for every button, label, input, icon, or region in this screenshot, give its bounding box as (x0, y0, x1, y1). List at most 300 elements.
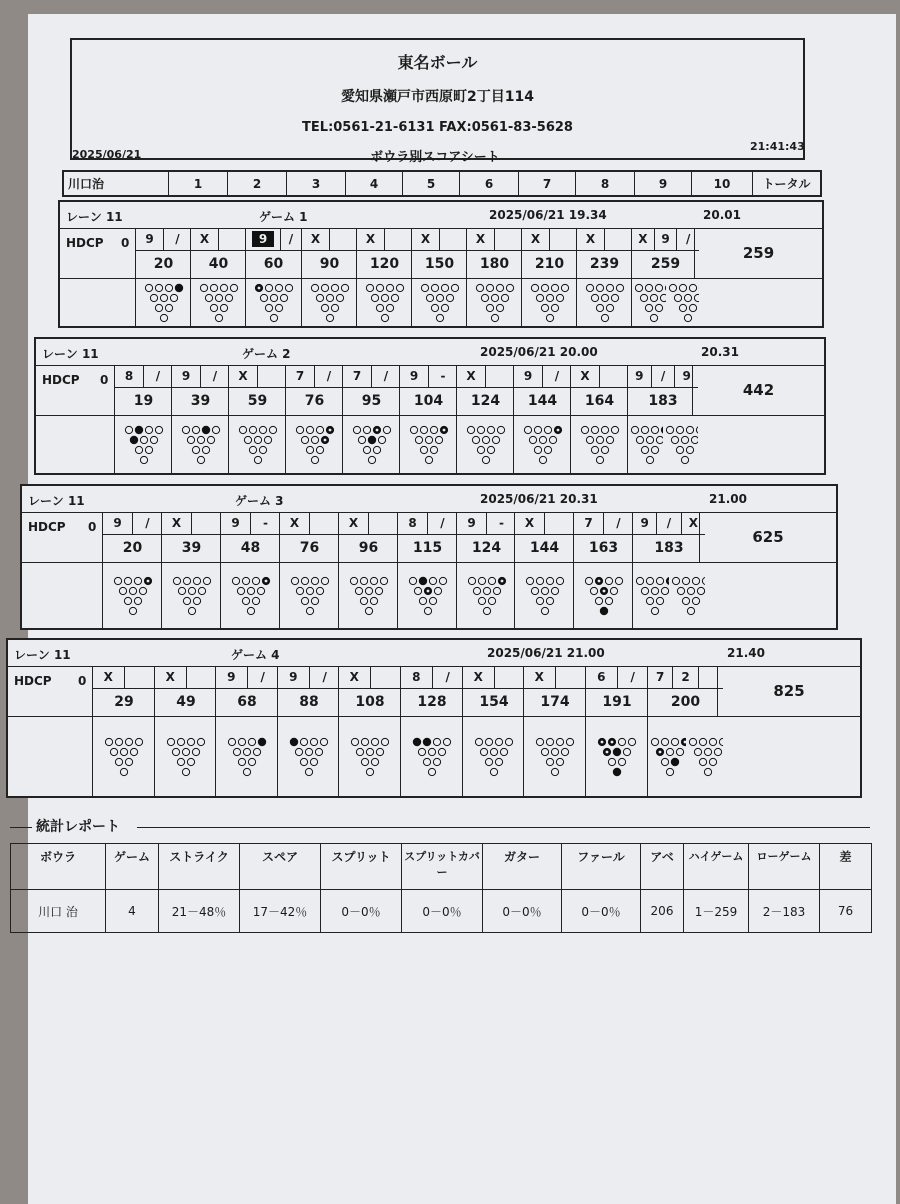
pin-down (410, 426, 417, 433)
pin-down (321, 284, 328, 291)
roll-mark: 7 (343, 365, 371, 387)
pin-down (689, 284, 696, 291)
pin-down (436, 314, 443, 321)
frame-cell (576, 228, 632, 328)
frame-cell (514, 512, 574, 630)
pin-down (677, 587, 684, 594)
frame-rolls (191, 228, 246, 251)
frame-cell (245, 228, 301, 328)
pin-diagram (669, 575, 705, 617)
pin-down (119, 587, 126, 594)
roll-mark: / (427, 512, 457, 534)
game-total: 625 (699, 512, 836, 562)
stats-col: ストライク (159, 844, 240, 890)
pin-down (605, 597, 612, 604)
pin-down (539, 456, 546, 463)
pin-down (139, 587, 146, 594)
pin-down (114, 577, 121, 584)
pin-down (165, 304, 172, 311)
frame-number: 3 (287, 172, 346, 195)
roll-mark (494, 228, 522, 250)
pin-down (134, 577, 141, 584)
frame-cell (456, 512, 516, 630)
pin-down (233, 748, 240, 755)
pin-down (311, 597, 318, 604)
pin-down (381, 738, 388, 745)
frame-pins (514, 415, 571, 475)
roll-mark (604, 228, 632, 250)
frame-rolls (628, 365, 698, 388)
stats-col: ゲーム (106, 844, 159, 890)
pin-down (468, 577, 475, 584)
pin-down (544, 446, 551, 453)
roll-mark (309, 512, 339, 534)
frame-rolls (162, 512, 221, 535)
pin-down (551, 304, 558, 311)
pin-down (536, 294, 543, 301)
hdcp-label: HDCP (42, 373, 80, 387)
pin-down (686, 446, 693, 453)
frame-rolls (339, 666, 401, 689)
frame-cell (397, 512, 457, 630)
pin-diagram (293, 424, 337, 466)
game-end-time: 20.01 (703, 208, 741, 222)
pin-down (446, 294, 453, 301)
pin-down (691, 436, 698, 443)
pin-down (421, 284, 428, 291)
frame-rolls (467, 228, 522, 251)
pin-down (363, 446, 370, 453)
pin-diagram (308, 282, 352, 324)
pin-down (248, 758, 255, 765)
stats-cell: 0－0％ (483, 890, 562, 933)
frame-score: 48 (221, 534, 280, 563)
pin-down (472, 436, 479, 443)
pin-down (541, 587, 548, 594)
frame-score: 128 (401, 688, 463, 717)
game-block (6, 638, 862, 798)
pin-down (321, 304, 328, 311)
pin-diagram (164, 736, 208, 778)
pin-down (376, 284, 383, 291)
pin-down (689, 304, 696, 311)
pin-down (197, 436, 204, 443)
pin-down (356, 748, 363, 755)
pin-down (376, 748, 383, 755)
pin-down (370, 577, 377, 584)
pin-down (371, 738, 378, 745)
pin-diagram (578, 424, 622, 466)
pin-down (145, 446, 152, 453)
pin-down (247, 587, 254, 594)
pin-down (491, 314, 498, 321)
frame-pins (522, 278, 577, 328)
pin-down (490, 748, 497, 755)
pin-down (259, 426, 266, 433)
pin-down (215, 314, 222, 321)
roll-mark (384, 228, 412, 250)
roll-mark: 2 (672, 666, 697, 688)
pin-down (709, 758, 716, 765)
pin-down (551, 748, 558, 755)
pin-down (182, 768, 189, 775)
stats-col: 差 (820, 844, 872, 890)
hdcp-label: HDCP (14, 674, 52, 688)
pin-standing (671, 758, 678, 765)
frame-number: 7 (519, 172, 576, 195)
pin-down (615, 577, 622, 584)
pin-down (320, 738, 327, 745)
pin-down (651, 607, 658, 614)
pin-down (150, 436, 157, 443)
frame-score: 76 (280, 534, 339, 563)
pin-diagram (407, 424, 451, 466)
frame-header-row (62, 170, 822, 197)
pin-down (301, 577, 308, 584)
pin-diagram (418, 282, 462, 324)
pin-down (360, 597, 367, 604)
pin-down (477, 426, 484, 433)
pin-down (378, 436, 385, 443)
game-info-row (36, 339, 824, 366)
stats-col: アベ (641, 844, 684, 890)
roll-mark: X (515, 512, 544, 534)
frame-cell (220, 512, 280, 630)
pin-down (366, 768, 373, 775)
pin-diagram (663, 424, 698, 466)
frame-rolls (571, 365, 628, 388)
stats-col: ファール (562, 844, 641, 890)
frame-score: 239 (577, 250, 632, 279)
pin-diagram (229, 575, 273, 617)
pin-down (681, 436, 688, 443)
pin-down (242, 597, 249, 604)
print-time: 21:41:43 (750, 140, 805, 153)
pin-down (306, 426, 313, 433)
pin-marker (611, 741, 614, 744)
frame-rolls (398, 512, 457, 535)
pin-diagram (648, 736, 686, 778)
frame-score: 191 (586, 688, 648, 717)
stats-col: ローゲーム (749, 844, 820, 890)
frame-rolls (648, 666, 723, 689)
game-info-row (60, 202, 822, 229)
pin-diagram (142, 282, 186, 324)
frame-cell (114, 365, 172, 475)
frame-number: 9 (635, 172, 692, 195)
pin-down (661, 587, 668, 594)
contact-info: TEL:0561-21-6131 FAX:0561-83-5628 (72, 120, 803, 135)
pin-down (326, 294, 333, 301)
pin-down (368, 456, 375, 463)
pin-marker (426, 590, 429, 593)
frame-pins (115, 415, 172, 475)
pin-down (493, 587, 500, 594)
pin-marker (500, 580, 503, 583)
pin-down (581, 426, 588, 433)
pin-down (650, 314, 657, 321)
pin-down (187, 758, 194, 765)
pin-down (636, 577, 643, 584)
frame-score: 76 (286, 387, 343, 416)
frame-score: 120 (357, 250, 412, 279)
pin-down (203, 577, 210, 584)
pin-down (546, 294, 553, 301)
roll-mark: X (302, 228, 329, 250)
frame-cell (647, 666, 723, 798)
pin-diagram (350, 424, 394, 466)
total-label: トータル (753, 172, 820, 195)
frame-pins (280, 562, 339, 630)
pin-down (341, 284, 348, 291)
frame-pins (400, 415, 457, 475)
pin-down (702, 577, 705, 584)
pin-down (414, 587, 421, 594)
pin-down (534, 446, 541, 453)
frame-rolls (401, 666, 463, 689)
roll-mark: / (314, 365, 343, 387)
pin-down (438, 748, 445, 755)
pin-down (125, 426, 132, 433)
pin-down (586, 284, 593, 291)
pin-down (481, 294, 488, 301)
roll-mark (370, 666, 402, 688)
pin-diagram (252, 282, 296, 324)
pin-down (651, 738, 658, 745)
pin-marker (264, 580, 267, 583)
roll-mark: X (522, 228, 549, 250)
pin-down (641, 446, 648, 453)
stats-col: ハイゲーム (684, 844, 749, 890)
frame-pins (574, 562, 633, 630)
pin-marker (597, 580, 600, 583)
pin-diagram (472, 736, 516, 778)
frame-score: 115 (398, 534, 457, 563)
pin-diagram (347, 575, 391, 617)
pin-standing (419, 577, 426, 584)
pin-down (656, 436, 663, 443)
pin-down (666, 748, 673, 755)
hdcp-label: HDCP (28, 520, 66, 534)
pin-down (601, 294, 608, 301)
pin-standing (175, 284, 182, 291)
roll-mark: 9 (278, 666, 309, 688)
frame-pins (155, 716, 217, 798)
pin-down (495, 738, 502, 745)
pin-down (415, 436, 422, 443)
frame-score: 104 (400, 387, 457, 416)
stats-col: ガター (483, 844, 562, 890)
pin-down (260, 294, 267, 301)
pin-down (409, 577, 416, 584)
roll-mark: / (371, 365, 400, 387)
frame-pins (524, 716, 586, 798)
hdcp-value: 0 (100, 373, 108, 387)
pin-down (636, 436, 643, 443)
pin-down (243, 768, 250, 775)
stats-table (10, 843, 872, 933)
pin-down (556, 758, 563, 765)
frame-pins (577, 278, 632, 328)
frame-pins (463, 716, 525, 798)
pin-down (160, 314, 167, 321)
pin-down (105, 738, 112, 745)
roll-mark: 7 (648, 666, 672, 688)
frame-score: 60 (246, 250, 301, 279)
frame-rolls (633, 512, 705, 535)
frame-pins (628, 415, 698, 475)
pin-diagram (583, 282, 627, 324)
hdcp-label: HDCP (66, 236, 104, 250)
pin-down (420, 426, 427, 433)
pin-diagram (465, 575, 509, 617)
frame-rolls (339, 512, 398, 535)
roll-mark: X (339, 666, 370, 688)
pin-down (546, 314, 553, 321)
pin-down (709, 738, 716, 745)
roll-mark: X (357, 228, 384, 250)
pin-down (646, 436, 653, 443)
pin-down (254, 456, 261, 463)
roll-mark: / (309, 666, 341, 688)
pin-down (135, 738, 142, 745)
pin-down (676, 446, 683, 453)
frame-score: 49 (155, 688, 217, 717)
pin-down (714, 748, 721, 755)
stats-col: ボウラ (11, 844, 106, 890)
pin-down (252, 577, 259, 584)
pin-down (694, 748, 701, 755)
roll-mark (124, 666, 156, 688)
roll-mark: / (603, 512, 633, 534)
frame-rolls (278, 666, 340, 689)
pin-down (428, 748, 435, 755)
pin-diagram (363, 282, 407, 324)
frame-pins (221, 562, 280, 630)
pin-down (679, 284, 686, 291)
pin-down (198, 587, 205, 594)
frame-rolls (93, 666, 155, 689)
pin-down (697, 587, 704, 594)
game-start-time: 2025/06/21 21.00 (487, 646, 605, 660)
roll-mark (257, 365, 286, 387)
pin-down (120, 748, 127, 755)
pin-down (606, 304, 613, 311)
pin-down (200, 284, 207, 291)
pin-diagram (632, 282, 666, 324)
pin-down (300, 738, 307, 745)
roll-mark: / (542, 365, 571, 387)
frame-score: 90 (302, 250, 357, 279)
frame-rolls (343, 365, 400, 388)
pin-down (311, 456, 318, 463)
frame-cell (338, 512, 398, 630)
roll-mark: / (200, 365, 229, 387)
roll-mark: / (143, 365, 172, 387)
frame-cell (573, 512, 633, 630)
lane-label: レーン 11 (42, 345, 99, 362)
pin-marker (602, 590, 605, 593)
frame-cell (513, 365, 571, 475)
pin-down (500, 748, 507, 755)
divider (137, 827, 870, 828)
pin-down (704, 768, 711, 775)
frame-score: 154 (463, 688, 525, 717)
pin-down (270, 294, 277, 301)
pin-down (295, 748, 302, 755)
pin-down (631, 426, 638, 433)
pin-down (183, 597, 190, 604)
pin-down (433, 758, 440, 765)
pin-down (331, 284, 338, 291)
frame-score: 210 (522, 250, 577, 279)
roll-mark: 6 (586, 666, 617, 688)
roll-mark: 9 (103, 512, 132, 534)
frame-cell (523, 666, 586, 798)
roll-mark: 9 (514, 365, 542, 387)
divider (10, 827, 32, 828)
game-label: ゲーム 4 (231, 646, 280, 663)
frame-rolls (229, 365, 286, 388)
pin-down (596, 436, 603, 443)
pin-standing (202, 426, 209, 433)
pin-marker (442, 429, 445, 432)
pin-down (655, 304, 662, 311)
frame-score: 39 (172, 387, 229, 416)
pin-down (601, 446, 608, 453)
pin-down (431, 284, 438, 291)
pin-down (275, 284, 282, 291)
pin-down (212, 426, 219, 433)
pin-down (365, 587, 372, 594)
frame-cell (92, 666, 155, 798)
pin-down (124, 597, 131, 604)
pin-down (656, 577, 663, 584)
roll-mark: 9 (628, 365, 651, 387)
game-label: ゲーム 1 (259, 208, 308, 225)
frame-cell (356, 228, 412, 328)
pin-down (129, 587, 136, 594)
roll-mark: 8 (398, 512, 427, 534)
roll-mark: / (617, 666, 649, 688)
pin-down (605, 577, 612, 584)
pin-marker (659, 751, 662, 754)
game-end-time: 21.00 (709, 492, 747, 506)
frame-score: 163 (574, 534, 633, 563)
pin-down (451, 284, 458, 291)
lane-label: レーン 11 (28, 492, 85, 509)
frame-pins (632, 278, 699, 328)
pin-down (441, 304, 448, 311)
pin-down (546, 577, 553, 584)
pin-down (681, 456, 688, 463)
pin-down (618, 758, 625, 765)
pin-down (215, 294, 222, 301)
pin-down (434, 587, 441, 594)
frame-cell (301, 228, 357, 328)
pin-down (651, 426, 658, 433)
frame-rolls (515, 512, 574, 535)
pin-down (488, 597, 495, 604)
roll-mark: X (93, 666, 124, 688)
pin-down (488, 577, 495, 584)
pin-down (381, 314, 388, 321)
frame-pins (401, 716, 463, 798)
pin-down (473, 587, 480, 594)
pin-down (492, 436, 499, 443)
roll-mark (368, 512, 398, 534)
frame-pins (136, 278, 191, 328)
